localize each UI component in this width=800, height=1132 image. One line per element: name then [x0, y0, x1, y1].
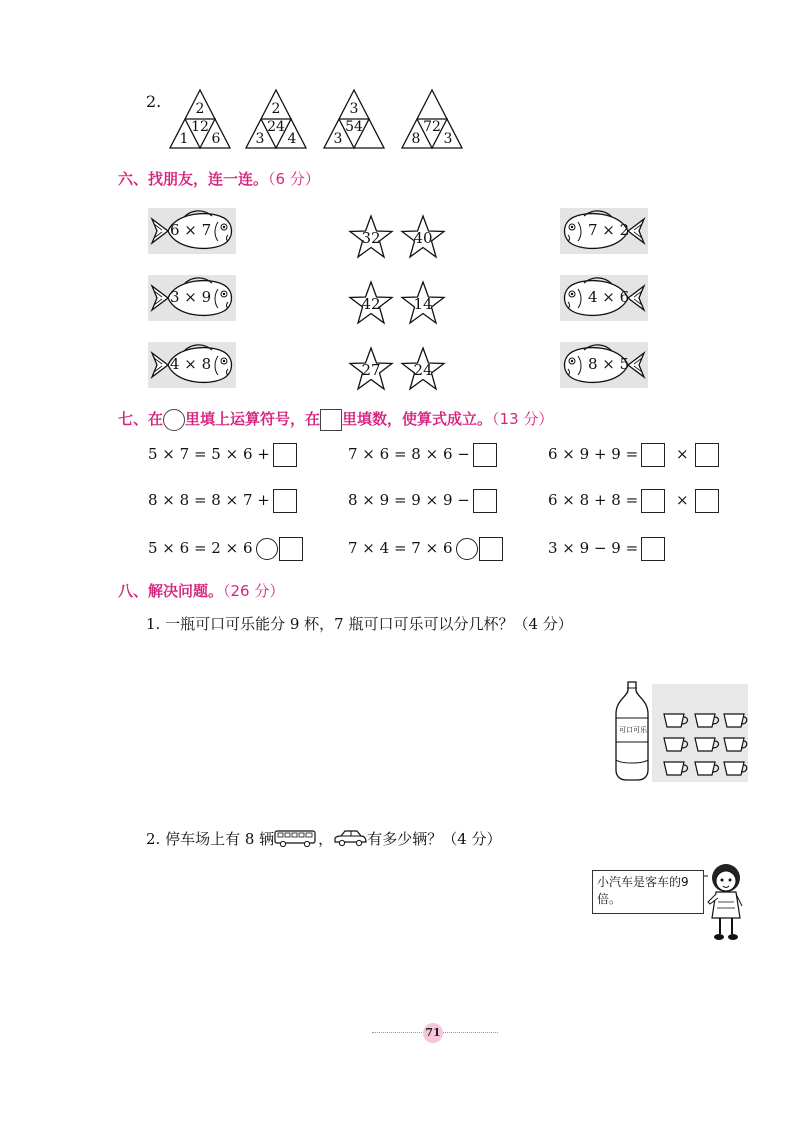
- section-7-heading: [118, 408, 553, 431]
- equation-text: 6 × 9 + 9 =: [548, 445, 639, 463]
- answer-box[interactable]: [641, 489, 665, 513]
- triangle-left: 3: [333, 131, 343, 147]
- star-card[interactable]: [348, 214, 394, 260]
- car-icon: [333, 828, 367, 848]
- equation-text: 5 × 6 = 2 × 6: [148, 539, 253, 557]
- triangle-top: 3: [349, 101, 359, 117]
- problem-2-text-a: 2. 停车场上有 8 辆: [146, 830, 275, 848]
- equation-text: 7 × 6 = 8 × 6 −: [348, 445, 470, 463]
- fish-expression: 4 × 8: [170, 355, 212, 373]
- section-6-heading: [118, 168, 320, 189]
- equation-text: 6 × 8 + 8 =: [548, 491, 639, 509]
- section-6-title: 六、找朋友，连一连。: [118, 170, 269, 188]
- fish-expression: 8 × 5: [588, 355, 630, 373]
- section-8-heading: [118, 580, 284, 601]
- star-card[interactable]: [400, 346, 446, 392]
- section-8-title: 八、解决问题。: [118, 582, 224, 600]
- triangle-top: 2: [195, 101, 205, 117]
- equation-row: [148, 535, 303, 561]
- star-number: 27: [361, 361, 381, 379]
- times-sign: ×: [675, 491, 689, 509]
- star-card[interactable]: [400, 214, 446, 260]
- answer-box[interactable]: [473, 443, 497, 467]
- fish-expression: 3 × 9: [170, 288, 212, 306]
- triangle-center: 12: [191, 119, 209, 135]
- equation-row: [148, 487, 297, 513]
- equation-row: [148, 441, 297, 467]
- equation-row: [348, 535, 503, 561]
- number-triangle: [322, 88, 386, 150]
- operator-circle[interactable]: [256, 538, 278, 560]
- times-sign: ×: [675, 445, 689, 463]
- equation-row: [348, 487, 497, 513]
- bus-icon: [274, 828, 318, 848]
- fish-expression: 6 × 7: [170, 221, 212, 239]
- equation-text: 5 × 7 = 5 × 6 +: [148, 445, 270, 463]
- triangle-right: 4: [287, 131, 297, 147]
- answer-box[interactable]: [641, 443, 665, 467]
- fish-card[interactable]: [148, 342, 236, 388]
- triangle-left: 8: [411, 131, 421, 147]
- answer-box[interactable]: [273, 489, 297, 513]
- equation-row: [548, 441, 719, 467]
- star-number: 32: [361, 229, 381, 247]
- triangle-top: 2: [271, 101, 281, 117]
- triangle-left: 1: [179, 131, 189, 147]
- number-triangle: [168, 88, 232, 150]
- equation-text: 3 × 9 − 9 =: [548, 539, 639, 557]
- answer-box-icon: [320, 409, 342, 431]
- equation-row: [548, 487, 719, 513]
- answer-box[interactable]: [273, 443, 297, 467]
- page-number: 71: [423, 1023, 443, 1043]
- equation-text: 8 × 9 = 9 × 9 −: [348, 491, 470, 509]
- fish-card[interactable]: [560, 275, 648, 321]
- answer-box[interactable]: [473, 489, 497, 513]
- answer-box[interactable]: [695, 443, 719, 467]
- fish-card[interactable]: [148, 208, 236, 254]
- girl-icon: [704, 862, 746, 942]
- number-triangle: [244, 88, 308, 150]
- question-number: 2.: [146, 92, 162, 111]
- problem-1-text: 1. 一瓶可口可乐能分 9 杯，7 瓶可口可乐可以分几杯？（4 分）: [146, 615, 573, 633]
- star-number: 24: [413, 361, 433, 379]
- triangle-center: 24: [267, 119, 285, 135]
- triangle-right: 6: [211, 131, 221, 147]
- triangle-center: 54: [345, 119, 363, 135]
- problem-2-text-b: ，: [318, 830, 334, 848]
- answer-box[interactable]: [695, 489, 719, 513]
- triangle-center: 72: [423, 119, 441, 135]
- fish-card[interactable]: [560, 208, 648, 254]
- star-card[interactable]: [348, 346, 394, 392]
- speech-text: 小汽车是客车的9倍。: [597, 875, 689, 906]
- answer-box[interactable]: [479, 537, 503, 561]
- equation-text: 8 × 8 = 8 × 7 +: [148, 491, 270, 509]
- fish-card[interactable]: [148, 275, 236, 321]
- section-7-title-c: 里填数，使算式成立。: [342, 410, 493, 428]
- fish-expression: 7 × 2: [588, 221, 630, 239]
- star-card[interactable]: [400, 280, 446, 326]
- section-8-points: （26 分）: [223, 582, 285, 600]
- triangle-left: 3: [255, 131, 265, 147]
- equation-text: 7 × 4 = 7 × 6: [348, 539, 453, 557]
- star-number: 14: [413, 295, 433, 313]
- equation-row: [348, 441, 497, 467]
- section-7-title-a: 七、在: [118, 410, 164, 428]
- triangle-right: 3: [443, 131, 453, 147]
- fish-expression: 4 × 6: [588, 288, 630, 306]
- section-7-points: （13 分）: [492, 410, 554, 428]
- girl-illustration: [704, 862, 746, 942]
- speech-bubble: [592, 870, 704, 914]
- answer-box[interactable]: [641, 537, 665, 561]
- equation-row: [548, 535, 665, 561]
- answer-box[interactable]: [279, 537, 303, 561]
- bottle-label: 可口可乐: [619, 726, 647, 734]
- number-triangle: [400, 88, 464, 150]
- section-7-title-b: 里填上运算符号，在: [185, 410, 321, 428]
- operator-circle[interactable]: [456, 538, 478, 560]
- problem-2-text: [146, 828, 502, 849]
- star-card[interactable]: [348, 280, 394, 326]
- star-number: 42: [361, 295, 381, 313]
- coke-cups-illustration: [608, 680, 748, 782]
- fish-card[interactable]: [560, 342, 648, 388]
- star-number: 40: [413, 229, 433, 247]
- operator-circle-icon: [163, 409, 185, 431]
- problem-2-text-c: 有多少辆？（4 分）: [367, 830, 502, 848]
- section-6-points: （6 分）: [268, 170, 320, 188]
